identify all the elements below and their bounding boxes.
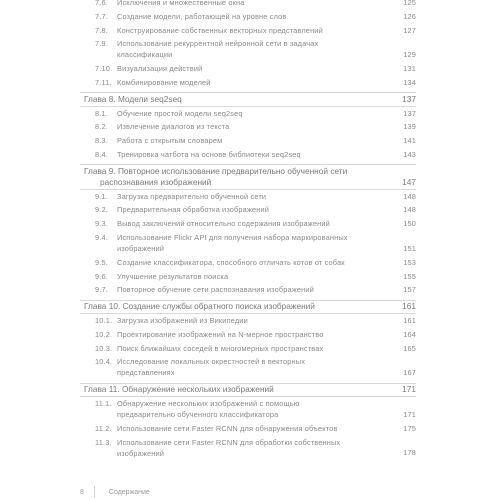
toc-entry-number: 11.2. [95,423,112,433]
toc-page-number: 141 [403,136,416,146]
toc-entry-title [117,232,416,254]
title-line: Исследование локальных окрестностей в векторных [117,357,306,367]
toc-page-number: 131 [403,64,416,74]
toc-entry[interactable] [95,398,416,420]
toc-entry[interactable] [95,315,416,326]
toc-entry[interactable] [95,329,416,340]
toc-chapter-heading[interactable] [84,384,416,395]
toc-entry[interactable] [95,108,416,119]
toc-page-number: 137 [402,93,416,104]
title-line: Предварительная обработка изображений [117,205,270,215]
title-line: Обнаружение нескольких изображений с помощью [117,399,300,408]
title-line: Проектирование изображений на N-мерное пространство [117,329,324,339]
toc-entry-number: 8.4. [95,150,108,159]
toc-page-number: 127 [403,25,416,35]
toc-entry-number: 10.3. [95,343,113,353]
toc-page-number: 171 [403,409,416,419]
chapter-divider [80,396,416,397]
toc-chapter-heading[interactable] [84,94,416,105]
toc-page-number: 148 [403,191,416,201]
toc-page-number: 171 [402,384,416,395]
toc-page-number: 175 [403,423,416,433]
title-line: Комбинирование моделей [117,77,211,87]
toc-page-number: 165 [403,343,416,353]
toc-entry-number: 9.5. [95,257,108,267]
toc-entry-number: 7.11. [95,77,112,87]
toc-entry[interactable] [95,218,416,229]
toc-entry[interactable] [95,11,416,22]
toc-entry[interactable] [95,25,416,36]
title-line: Создание классификатора, способного отличать котов от собак [117,257,345,267]
toc-entry-title [117,38,416,60]
title-line: Использование сети Faster RCNN для обработки собственных [117,437,341,447]
toc-entry-title [117,0,416,8]
title-line: Обучение простой модели seq2seq [117,108,243,118]
toc-entry[interactable] [95,135,416,146]
toc-page-number: 147 [402,176,416,187]
page-footer [80,486,150,498]
toc-chapter-heading[interactable] [84,301,416,312]
title-line: Глава 10. Создание службы обратного поиска изображений [84,301,315,312]
title-line: классификации [117,50,173,60]
chapter-divider [80,189,416,190]
toc-chapter-heading[interactable] [84,166,416,188]
toc-entry[interactable] [95,191,416,202]
toc-entry-number: 8.1. [95,108,108,118]
toc-entry-title [117,315,416,326]
toc-entry-number: 7.7. [95,11,108,21]
toc-entry[interactable] [95,77,416,88]
toc-entry-title [117,149,416,160]
chapter-title [84,94,416,105]
toc-entry-number: 9.1. [95,191,108,201]
toc-entry-number: 9.4. [95,233,108,242]
toc-entry-title [117,63,416,74]
toc-page-number: 143 [403,150,416,159]
chapter-divider [80,313,416,314]
toc-entry[interactable] [95,343,416,354]
toc-entry[interactable] [95,149,416,160]
toc-entry-title [117,11,416,22]
toc-entry[interactable] [95,63,416,74]
toc-entry-number: 8.3. [95,136,108,146]
footer-separator [94,486,95,498]
toc-page-number: 150 [403,219,416,229]
toc-entry[interactable] [95,284,416,295]
toc-entry[interactable] [95,38,416,60]
title-line: Поиск ближайших соседей в многомерных пространствах [117,343,324,353]
toc-entry-title [117,398,416,420]
toc-entry[interactable] [95,257,416,268]
toc-page-number: 148 [403,205,416,215]
toc-entry-title [117,204,416,215]
toc-entry-number: 9.3. [95,219,108,229]
toc-entry-number: 7.9. [95,39,108,49]
toc-entry[interactable] [95,204,416,215]
toc-page-number: 167 [403,368,416,378]
toc-entry[interactable] [95,232,416,254]
toc-page-number: 126 [403,11,416,21]
chapter-title [84,166,416,188]
toc-entry-title [117,121,416,132]
title-line: предварительно обученного классификатора [117,410,279,419]
toc-entry-number: 11.1. [95,399,112,408]
toc-page-number: 125 [403,0,416,7]
toc-page-number: 137 [403,108,416,118]
toc-entry-title [117,257,416,268]
toc-page-number: 161 [402,301,416,312]
title-line: Использование Flickr API для получения набора маркированных [117,233,348,242]
toc-page-number: 155 [403,271,416,281]
title-line: Улучшение результатов поиска [117,271,229,281]
title-line: Извлечение диалогов из текста [117,122,230,132]
toc-entry-title [117,284,416,295]
toc-entry[interactable] [95,0,416,8]
toc-entry-title [117,77,416,88]
toc-entry[interactable] [95,121,416,132]
title-line: Работа с открытым словарем [117,136,223,146]
toc-entry-title [117,108,416,119]
toc-entry-number: 7.10. [95,64,113,74]
toc-entry-number: 11.3. [95,437,112,447]
footer-page-number: 8 [80,488,84,496]
toc-entry-title [117,271,416,282]
title-line: изображений [117,244,165,253]
toc-entry[interactable] [95,356,416,378]
footer-section-title: Содержание [108,488,150,496]
toc-entry-number: 10.4. [95,357,113,367]
toc-page-number: 178 [403,448,416,458]
title-line: Загрузка предварительно обученной сети [117,191,267,201]
toc-entry-number: 9.7. [95,285,108,295]
toc-entry-title [117,329,416,340]
toc-entry-number: 9.6. [95,271,108,281]
toc-page-number: 134 [403,77,416,87]
toc-entry[interactable] [95,271,416,282]
title-line: Тренировка чатбота на основе библиотеки seq2seq [117,150,301,159]
chapter-title [84,384,416,395]
title-line: Визуализация действий [117,64,203,74]
title-line: Глава 9. Повторное использование предварительно обученной сети [84,165,348,176]
title-line: изображений [117,448,165,458]
toc-entry-number: 7.8. [95,25,108,35]
title-line: распознавания изображений [100,176,212,187]
title-line: Вывод заключений относительно содержания изображений [117,219,330,229]
title-line: Глава 8. Модели seq2seq [84,93,182,104]
title-line: Конструирование собственных векторных представлений [117,25,323,35]
title-line: Создание модели, работающей на уровне слов [117,11,287,21]
title-line: Повторное обучение сети распознавания изображений [117,285,314,295]
toc-entry-number: 9.2. [95,205,108,215]
toc-entry-title [117,356,416,378]
toc-entry-title [117,135,416,146]
toc-entry-title [117,437,416,459]
title-line: Использование рекуррентной нейронной сети в задачах [117,39,319,49]
title-line: Глава 11. Обнаружение нескольких изображений [84,384,274,395]
toc-page-number: 139 [403,122,416,132]
toc-page-number: 129 [403,50,416,60]
toc-entry[interactable] [95,437,416,459]
chapter-divider [80,106,416,107]
toc-page-number: 164 [403,329,416,339]
title-line: Загрузка изображений из Википедии [117,316,248,325]
title-line: Исключения и множественные окна [117,0,245,7]
chapter-title [84,301,416,312]
toc-page-number: 153 [403,257,416,267]
toc-entry-number: 8.2. [95,122,108,132]
toc-entry-title [117,25,416,36]
toc-page-number: 161 [403,316,416,325]
toc-entry-title [117,423,416,434]
toc-entry[interactable] [95,423,416,434]
toc-entry-number: 7.6. [95,0,108,7]
toc-page-number: 157 [403,285,416,295]
title-line: представлениях [117,368,175,378]
toc-entry-number: 10.1. [95,316,113,325]
title-line: Использование сети Faster RCNN для обнаружения объектов [117,423,338,433]
toc-page-number: 151 [403,243,416,253]
toc-entry-title [117,191,416,202]
toc-entry-title [117,343,416,354]
toc-entry-number: 10.2. [95,329,113,339]
toc-entry-title [117,218,416,229]
